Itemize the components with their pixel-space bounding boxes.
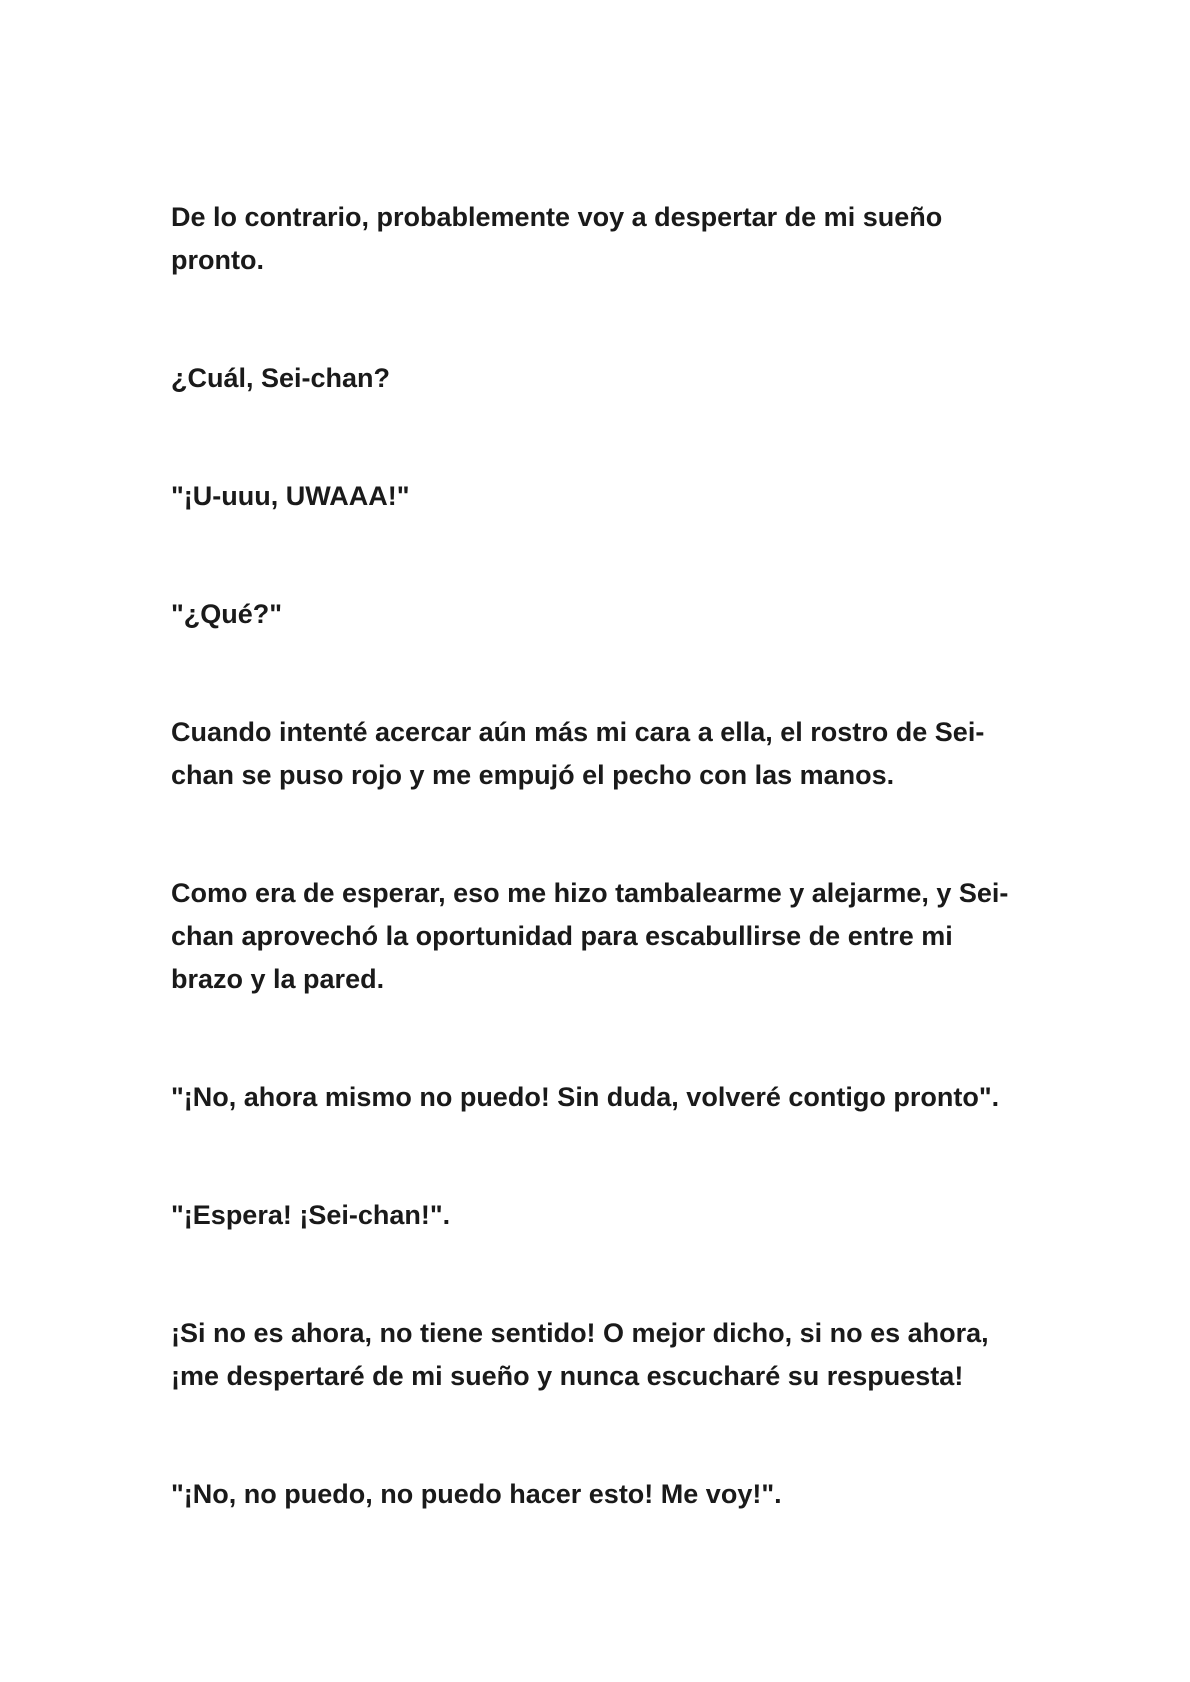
paragraph: Como era de esperar, eso me hizo tambalearme y alejarme, y Sei-chan aprovechó la oportunidad para escabullirse de entre mi brazo y la pared.: [171, 878, 1009, 994]
paragraph: ¡Si no es ahora, no tiene sentido! O mejor dicho, si no es ahora, ¡me despertaré de mi sueño y nunca escucharé su respuesta!: [171, 1318, 989, 1391]
paragraph: "¡U-uuu, UWAAA!": [171, 481, 410, 511]
paragraph: ¿Cuál, Sei-chan?: [171, 363, 391, 393]
paragraph: De lo contrario, probablemente voy a despertar de mi sueño pronto.: [171, 202, 943, 275]
paragraph: "¿Qué?": [171, 599, 283, 629]
paragraph: "¡No, no puedo, no puedo hacer esto! Me voy!".: [171, 1479, 782, 1509]
document-body: [171, 196, 1031, 1516]
paragraph: Cuando intenté acercar aún más mi cara a ella, el rostro de Sei-chan se puso rojo y me empujó el pecho con las manos.: [171, 717, 985, 790]
paragraph: "¡Espera! ¡Sei-chan!".: [171, 1200, 451, 1230]
paragraph: "¡No, ahora mismo no puedo! Sin duda, volveré contigo pronto".: [171, 1082, 1000, 1112]
